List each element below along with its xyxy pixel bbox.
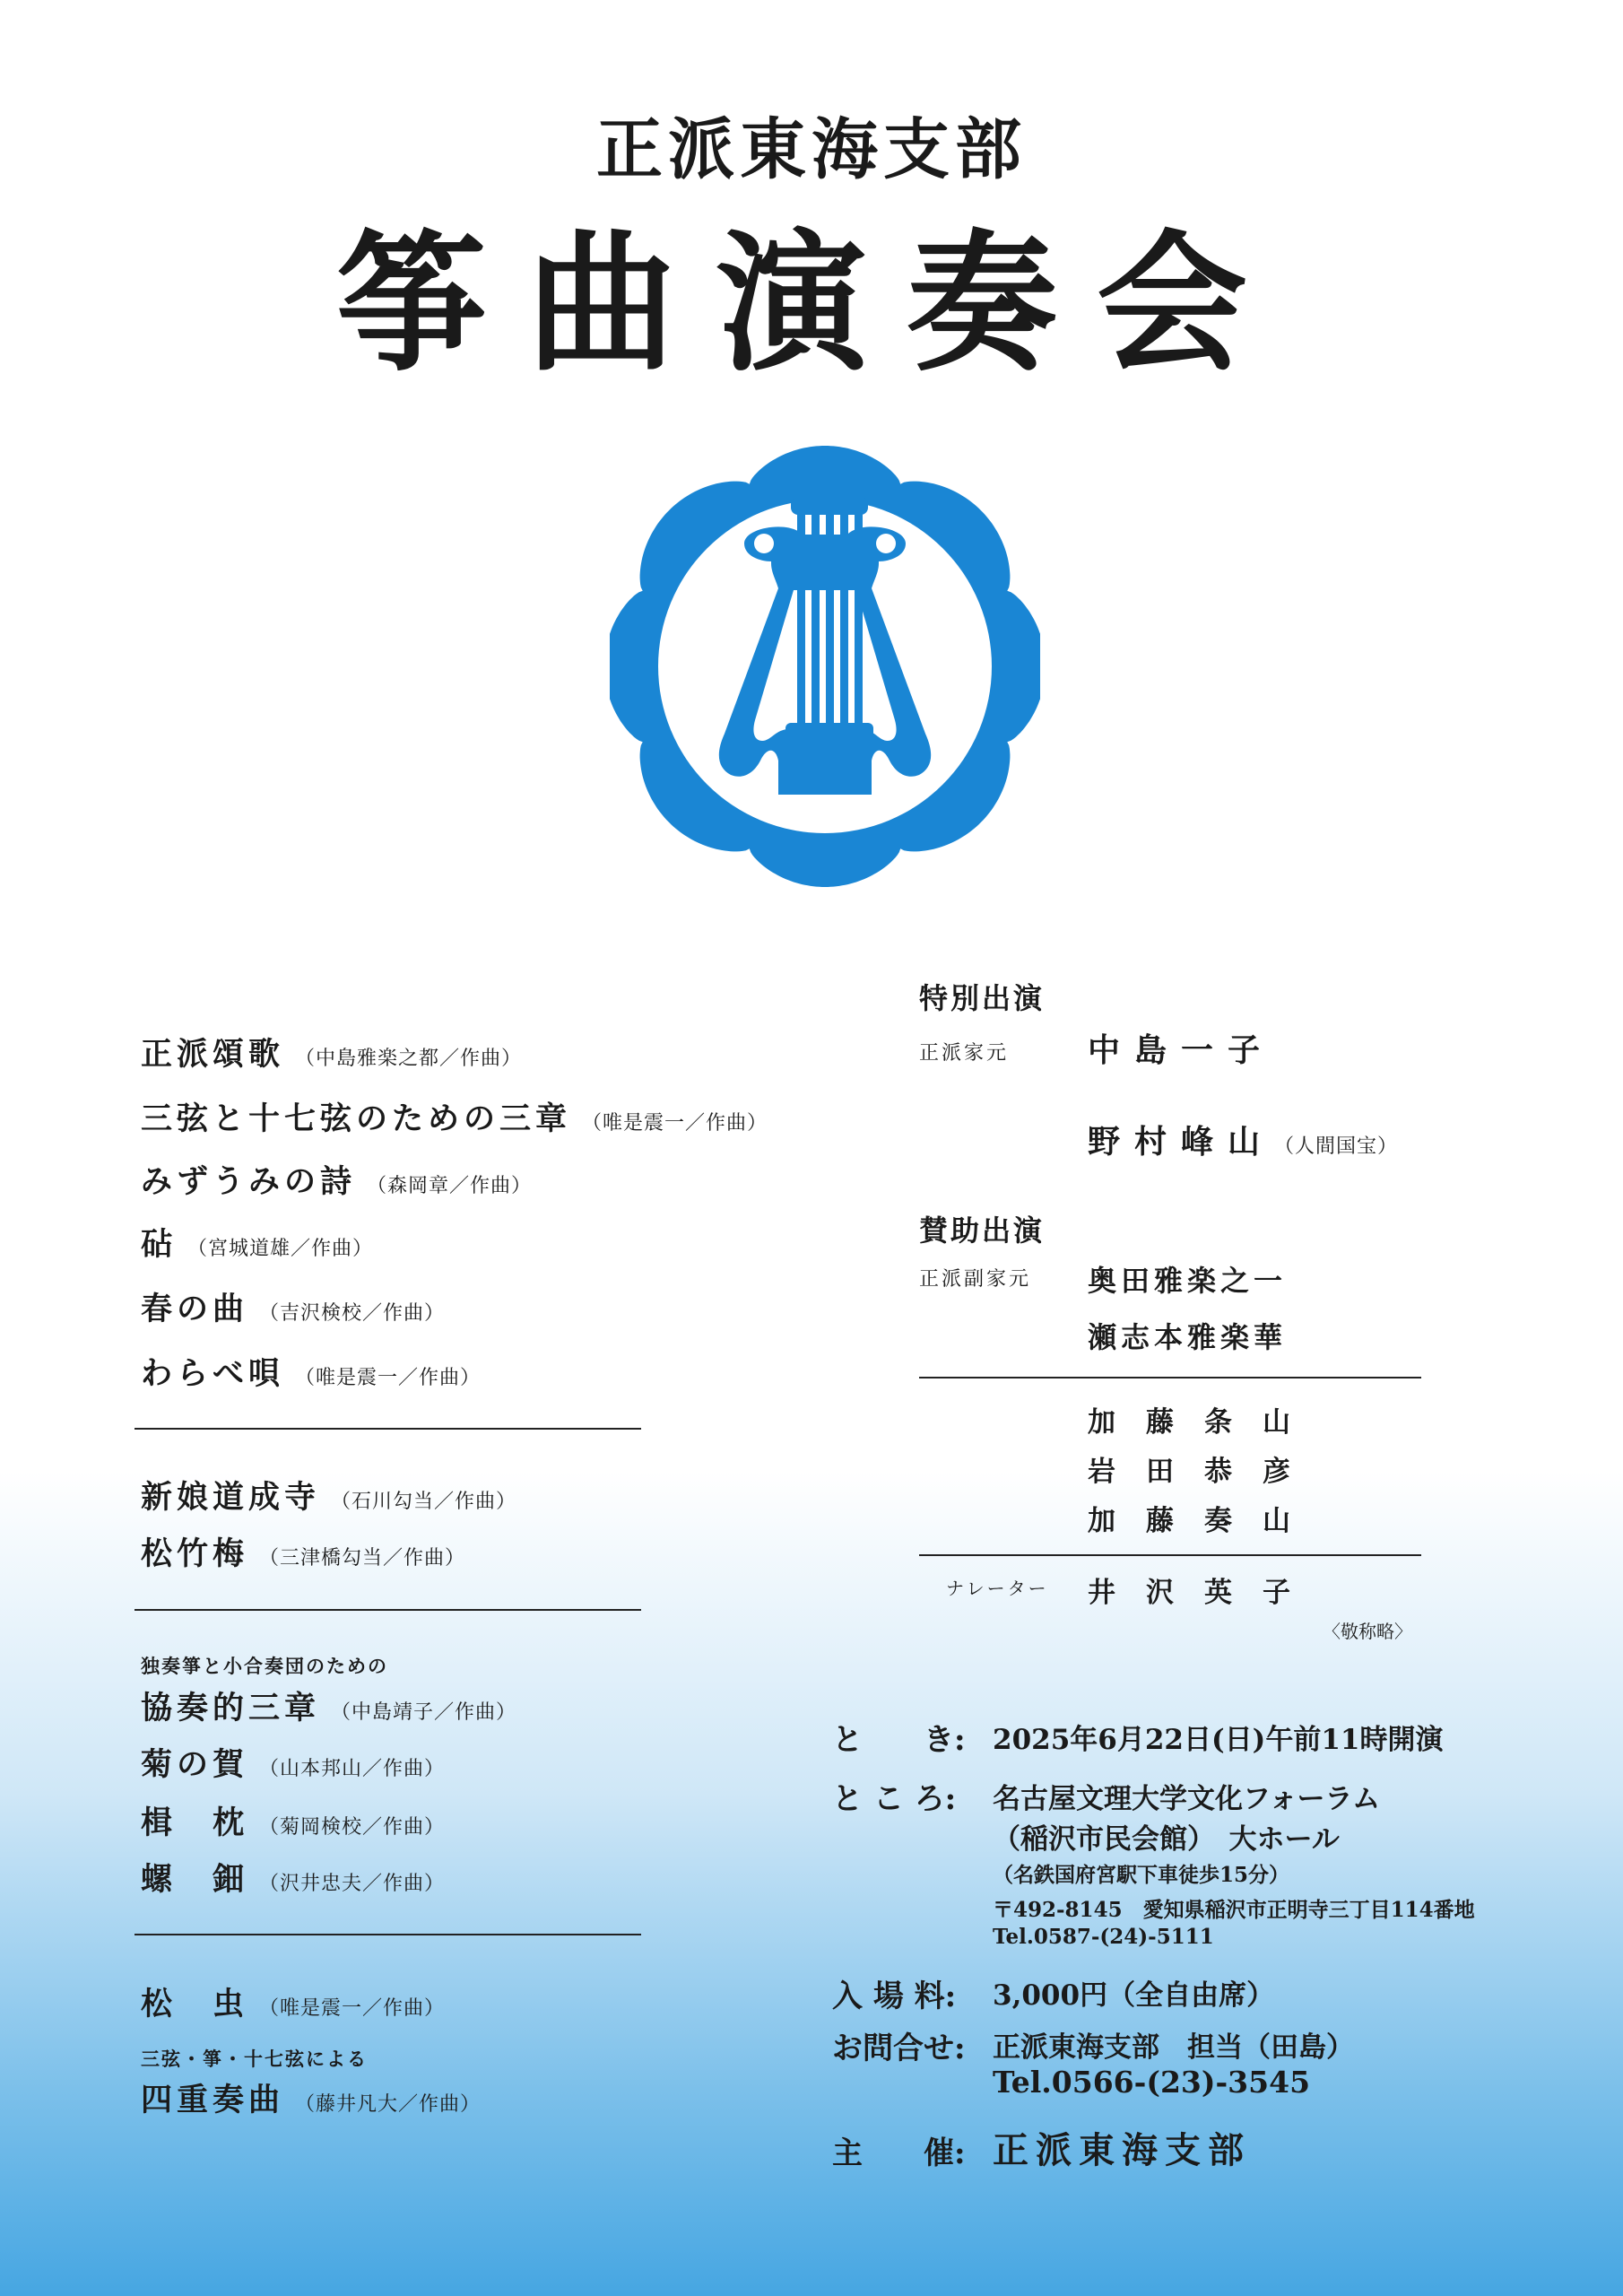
program-item xyxy=(141,1740,445,1785)
special-guest-name xyxy=(1088,1117,1398,1162)
program-title: 四重奏曲 xyxy=(141,2082,285,2118)
program-item xyxy=(141,1683,516,1728)
program-credit: （吉沢検校／作曲） xyxy=(259,1302,446,1325)
host-label: 主 催: xyxy=(832,2135,966,2171)
contact-value: 正派東海支部 担当（田島） xyxy=(993,2031,1354,2064)
section-divider xyxy=(135,1609,641,1611)
program-item xyxy=(141,1220,373,1265)
program-credit: （沢井忠夫／作曲） xyxy=(259,1873,446,1895)
program-credit: （中島雅楽之都／作曲） xyxy=(295,1048,523,1070)
honorific-note: 〈敬称略〉 xyxy=(1323,1621,1412,1642)
narrator-name: 井沢英子 xyxy=(1088,1577,1321,1609)
section-divider xyxy=(919,1554,1421,1556)
section-divider xyxy=(135,1934,641,1935)
program-credit: （宮城道雄／作曲） xyxy=(187,1238,374,1260)
program-item xyxy=(141,1030,522,1074)
program-title: みずうみの詩 xyxy=(141,1163,357,1200)
section-divider xyxy=(135,1428,641,1430)
program-note: 三弦・箏・十七弦による xyxy=(141,2048,368,2070)
program-title: 三弦と十七弦のための三章 xyxy=(141,1100,572,1137)
program-credit: （中島靖子／作曲） xyxy=(331,1701,517,1724)
program-credit: （唯是震一／作曲） xyxy=(295,1367,482,1389)
program-item xyxy=(141,1529,465,1574)
supporting-guest-role: 正派副家元 xyxy=(919,1268,1032,1291)
when-value: 2025年6月22日(日)午前11時開演 xyxy=(993,1724,1444,1756)
special-guest-name: 中島一子 xyxy=(1088,1031,1275,1069)
program-title: 春の曲 xyxy=(141,1291,249,1327)
concert-title: 筝曲演奏会 xyxy=(336,214,1287,392)
fee-value: 3,000円（全自由席） xyxy=(993,1979,1275,2012)
supporting-guest-name: 奥田雅楽之一 xyxy=(1088,1264,1288,1298)
performer-name: 野村峰山 xyxy=(1088,1123,1275,1161)
program-credit: （三津橋勾当／作曲） xyxy=(259,1547,466,1570)
program-credit: （石川勾当／作曲） xyxy=(331,1491,517,1513)
supporting-guest-heading: 賛助出演 xyxy=(919,1213,1046,1248)
program-title: 菊の賀 xyxy=(141,1746,249,1783)
member-name: 加藤奏山 xyxy=(1088,1505,1321,1537)
program-credit: （藤井凡大／作曲） xyxy=(295,2093,482,2116)
where-label: と こ ろ: xyxy=(832,1781,957,1817)
venue-tel: Tel.0587-(24)-5111 xyxy=(993,1925,1214,1949)
contact-tel: Tel.0566-(23)-3545 xyxy=(993,2065,1311,2100)
program-note: 独奏箏と小合奏団のための xyxy=(141,1655,388,1677)
contact-label: お問合せ: xyxy=(832,2031,966,2066)
venue-address: 〒492-8145 愛知県稲沢市正明寺三丁目114番地 xyxy=(993,1898,1475,1922)
program-item xyxy=(141,1979,445,2024)
program-title: 松 虫 xyxy=(141,1986,249,2022)
venue-name: 名古屋文理大学文化フォーラム xyxy=(993,1783,1381,1815)
program-credit: （山本邦山／作曲） xyxy=(259,1758,446,1780)
program-title: 楫 枕 xyxy=(141,1805,249,1841)
program-title: 螺 鈿 xyxy=(141,1861,249,1898)
program-title: 正派頌歌 xyxy=(141,1036,285,1073)
program-item xyxy=(141,1349,481,1394)
program-title: 協奏的三章 xyxy=(141,1690,321,1726)
branch-name: 正派東海支部 xyxy=(596,111,1027,188)
program-item xyxy=(141,1473,516,1518)
supporting-guest-name: 瀬志本雅楽華 xyxy=(1088,1320,1288,1354)
program-item xyxy=(141,1157,532,1202)
section-divider xyxy=(919,1377,1421,1378)
program-title: わらべ唄 xyxy=(141,1355,285,1392)
program-credit: （菊岡検校／作曲） xyxy=(259,1816,446,1839)
program-item xyxy=(141,1798,445,1843)
member-name: 岩田恭彦 xyxy=(1088,1456,1321,1488)
fee-label: 入 場 料: xyxy=(832,1979,957,2014)
host-value: 正派東海支部 xyxy=(993,2129,1251,2171)
program-credit: （唯是震一／作曲） xyxy=(259,1997,446,2020)
venue-access: （名鉄国府宮駅下車徒歩15分） xyxy=(993,1863,1290,1887)
program-item xyxy=(141,1855,445,1900)
lyre-emblem-icon xyxy=(610,438,1040,895)
performer-title: （人間国宝） xyxy=(1274,1135,1399,1158)
program-credit: （森岡章／作曲） xyxy=(367,1175,533,1197)
program-item xyxy=(141,2075,481,2120)
when-label: と き: xyxy=(832,1722,966,1758)
special-guest-role: 正派家元 xyxy=(919,1042,1010,1065)
program-title: 松竹梅 xyxy=(141,1535,249,1572)
program-title: 新娘道成寺 xyxy=(141,1479,321,1516)
member-name: 加藤条山 xyxy=(1088,1406,1321,1439)
program-item xyxy=(141,1094,768,1139)
venue-hall: （稲沢市民会館） 大ホール xyxy=(993,1823,1340,1856)
special-guest-heading: 特別出演 xyxy=(919,981,1046,1015)
narrator-role: ナレーター xyxy=(946,1578,1049,1599)
program-title: 砧 xyxy=(141,1226,178,1263)
program-item xyxy=(141,1284,445,1329)
program-credit: （唯是震一／作曲） xyxy=(582,1112,768,1135)
